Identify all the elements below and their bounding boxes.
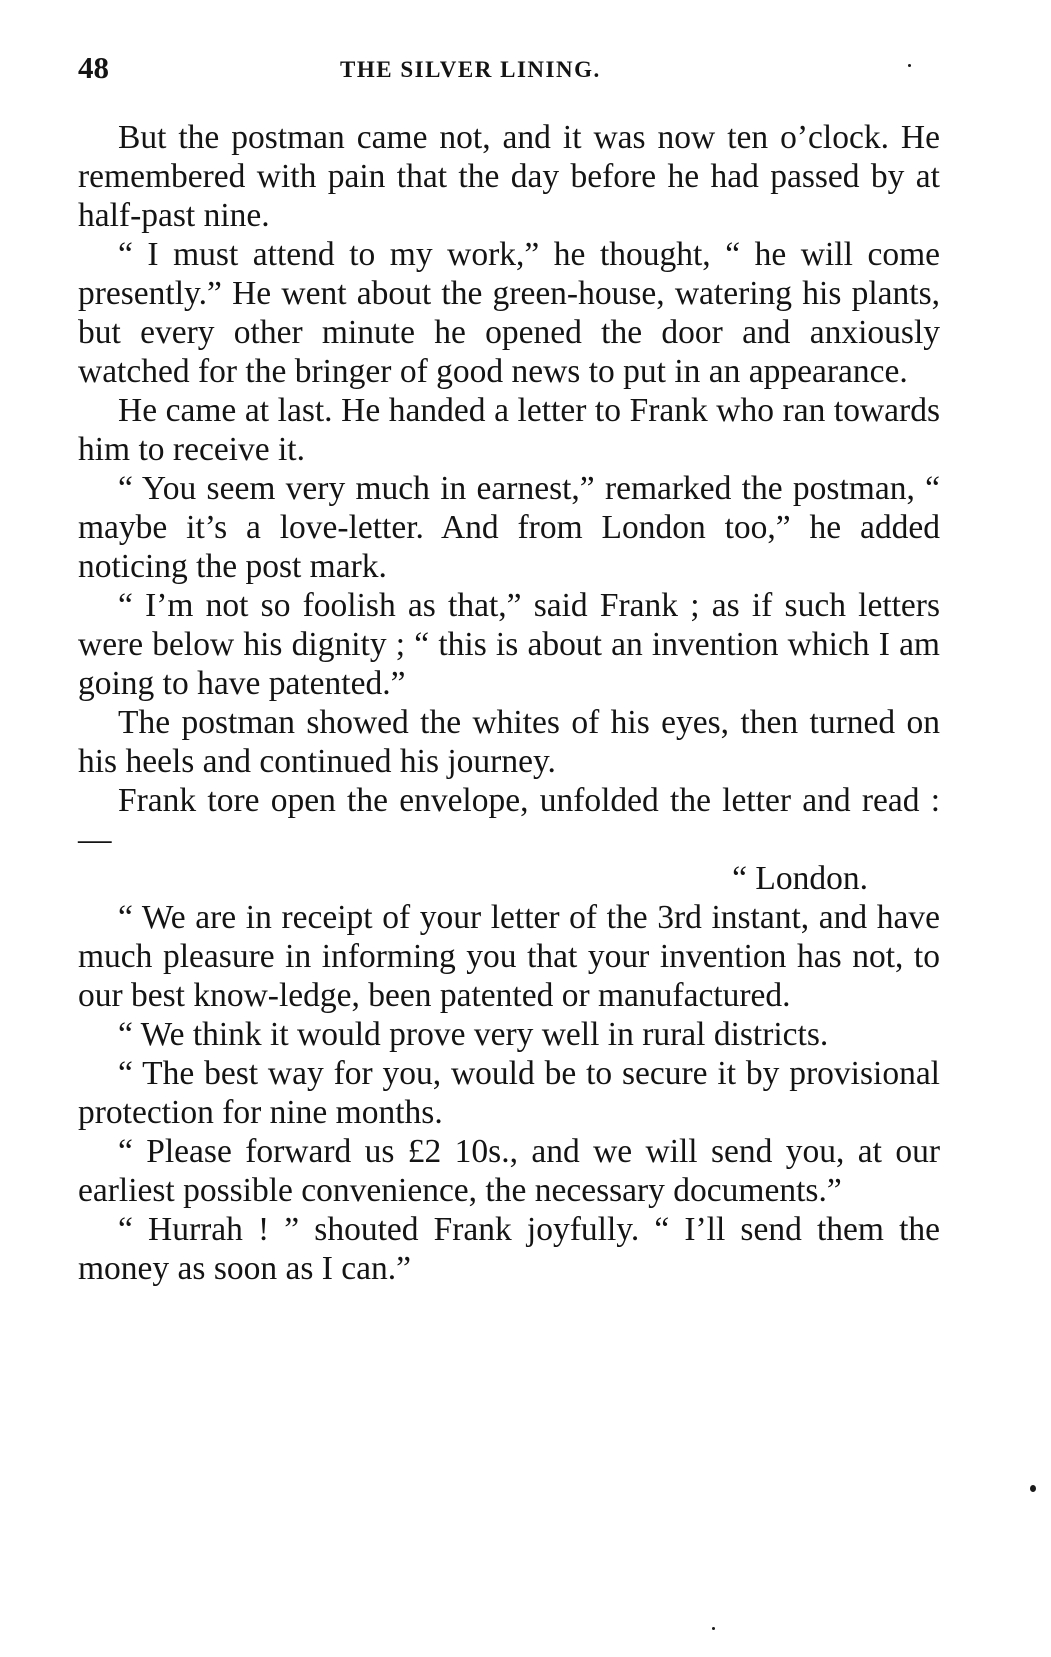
body-text xyxy=(78,118,940,1288)
paragraph: “ I must attend to my work,” he thought, “ he will come presently.” He went about the green-house, watering his plants, but every other minute he opened the door and anxiously watched for the bringer of good news to put in an appearance. xyxy=(78,236,940,390)
letter-paragraph: “ We are in receipt of your letter of the 3rd instant, and have much pleasure in informing you that your invention has not, to our best know-ledge, been patented or manufactured. xyxy=(78,899,940,1014)
closing-paragraph: “ Hurrah ! ” shouted Frank joyfully. “ I’ll send them the money as soon as I can.” xyxy=(78,1211,940,1287)
ink-speck xyxy=(908,64,911,67)
paragraph: He came at last. He handed a letter to Frank who ran towards him to receive it. xyxy=(78,392,940,468)
paragraph: “ You seem very much in earnest,” remarked the postman, “ maybe it’s a love-letter. And from London too,” he added noticing the post mark. xyxy=(78,470,940,585)
paragraph: The postman showed the whites of his eyes, then turned on his heels and continued his journey. xyxy=(78,704,940,780)
running-head xyxy=(78,48,938,88)
paragraph: Frank tore open the envelope, unfolded the letter and read :— xyxy=(78,782,940,858)
ink-speck xyxy=(1030,1485,1036,1492)
paragraph: But the postman came not, and it was now ten o’clock. He remembered with pain that the day before he had passed by at half-past nine. xyxy=(78,119,940,234)
running-title: THE SILVER LINING. xyxy=(340,57,601,82)
letter-paragraph: “ We think it would prove very well in rural districts. xyxy=(118,1016,829,1053)
ink-speck xyxy=(712,1627,715,1630)
page-number: 48 xyxy=(78,50,109,85)
paragraph: “ I’m not so foolish as that,” said Frank ; as if such letters were below his dignity ; “ this is about an invention which I am going to have patented.” xyxy=(78,587,940,702)
letter-paragraph: “ Please forward us £2 10s., and we will send you, at our earliest possible convenience, the necessary documents.” xyxy=(78,1133,940,1209)
letter-paragraph: “ The best way for you, would be to secure it by provisional protection for nine months. xyxy=(78,1055,940,1131)
letter-dateline: “ London. xyxy=(732,860,868,897)
